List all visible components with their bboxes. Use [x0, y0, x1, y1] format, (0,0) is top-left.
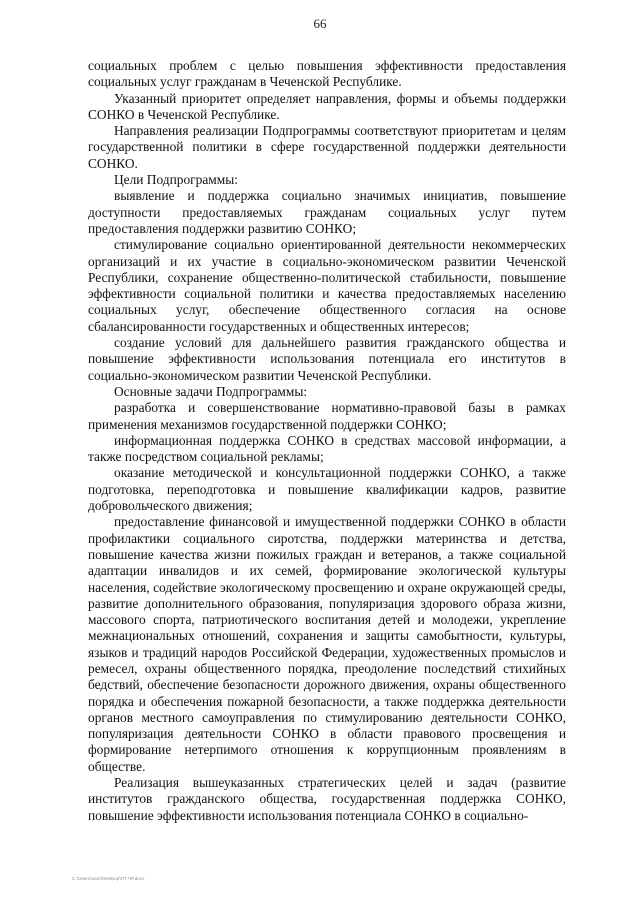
paragraph: предоставление финансовой и имущественной поддержки СОНКО в области профилактики социального сиротства, поддержки материнства и детства, повышение качества жизни пожилых граждан и ветеранов, а также социальной адаптации инвалидов и их семей, формирование экологической культуры населения, содействие экологическому просвещению и охране окружающей среды, развитие дополнительного образования, популяризация здорового образа жизни, массового спорта, патриотического воспитания детей и молодежи, укрепление межнациональных отношений, сохранения и защиты самобытности, культуры, языков и традиций народов Российской Федерации, художественных промыслов и ремесел, охраны общественного порядка, преодоление последствий стихийных бедствий, обеспечение безопасности дорожного движения, охраны общественного порядка и обеспечения пожарной безопасности, а также поддержка деятельности органов местного самоуправления по стимулированию деятельности СОНКО, популяризация деятельности СОНКО в области правового просвещения и формирование нетерпимого отношения к коррупционным проявлениям в обществе.	[88, 514, 566, 774]
paragraph: Цели Подпрограммы:	[114, 172, 238, 188]
paragraph: Направления реализации Подпрограммы соответствуют приоритетам и целям государственной политики в сфере государственной поддержки деятельности СОНКО.	[88, 123, 566, 171]
footer-file-path: C:\Users\user\Desktop\ГП ЧР.docx	[72, 876, 145, 881]
paragraph: Основные задачи Подпрограммы:	[114, 383, 308, 399]
paragraph: разработка и совершенствование нормативно-правовой базы в рамках применения механизмов государственной поддержки СОНКО;	[88, 400, 566, 432]
paragraph: социальных проблем с целью повышения эффективности предоставления социальных услуг гражданам в Чеченской Республике.	[88, 58, 566, 90]
paragraph: создание условий для дальнейшего развития гражданского общества и повышение эффективности использования потенциала его институтов в социально-экономическом развитии Чеченской Республики.	[88, 335, 566, 383]
body-text	[88, 58, 566, 824]
paragraph: информационная поддержка СОНКО в средствах массовой информации, а также посредством социальной рекламы;	[88, 432, 566, 465]
page-number: 66	[313, 16, 327, 31]
paragraph: Реализация вышеуказанных стратегических целей и задач (развитие институтов гражданского общества, государственная поддержка СОНКО, повышение эффективности использования потенциала СОНКО в социально-	[88, 775, 566, 823]
paragraph: выявление и поддержка социально значимых инициатив, повышение доступности предоставляемых гражданам социальных услуг путем предоставления поддержки развитию СОНКО;	[88, 188, 566, 236]
paragraph: оказание методической и консультационной поддержки СОНКО, а также подготовка, переподготовка и повышение квалификации кадров, развитие добровольческого движения;	[88, 465, 566, 514]
paragraph: стимулирование социально ориентированной деятельности некоммерческих организаций и их участие в социально-экономическом развитии Чеченской Республики, сохранение общественно-политической стабильности, повышение эффективности социальной политики и качества предоставляемых населению социальных услуг, обеспечение общественного согласия на основе сбалансированности государственных и общественных интересов;	[88, 237, 566, 334]
paragraph: Указанный приоритет определяет направления, формы и объемы поддержки СОНКО в Чеченской Республике.	[88, 90, 566, 122]
